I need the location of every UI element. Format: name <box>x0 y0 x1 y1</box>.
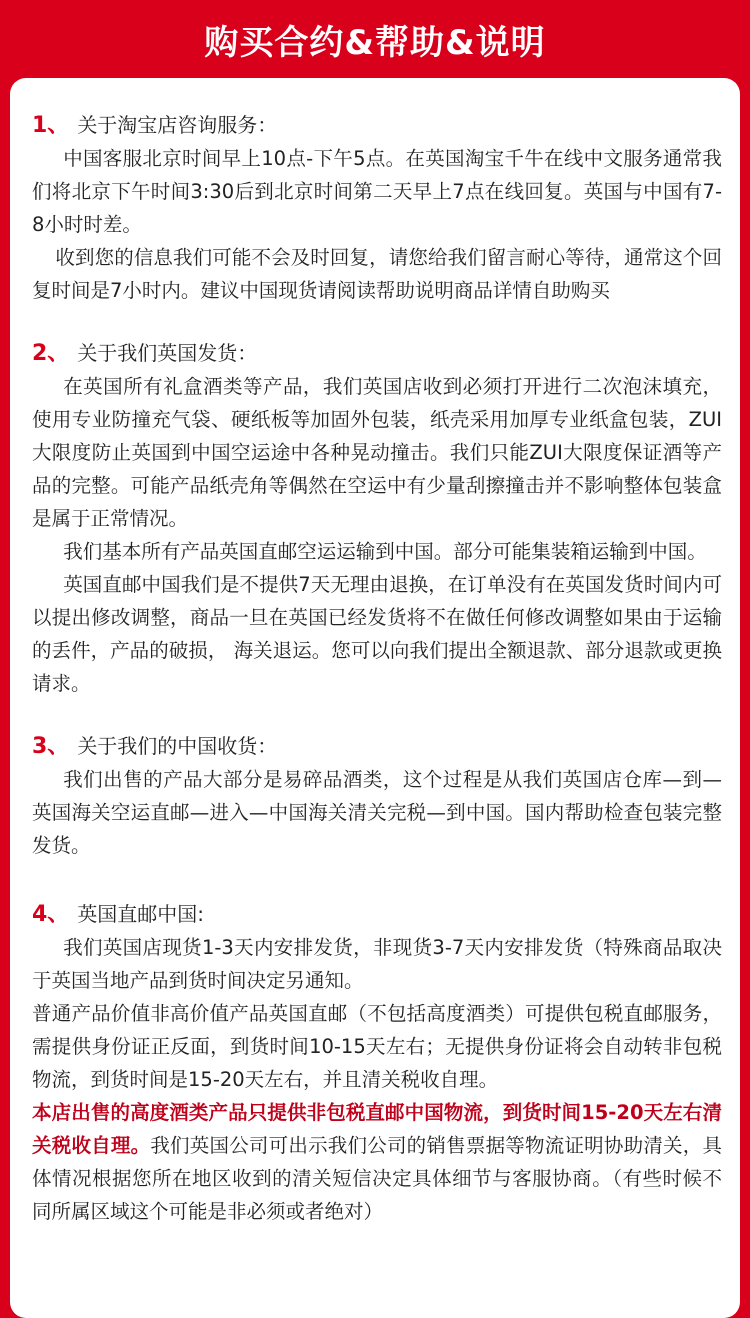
section-heading <box>32 337 722 370</box>
paragraph: 收到您的信息我们可能不会及时回复，请您给我们留言耐心等待，通常这个回复时间是7小时内。建议中国现货请阅读帮助说明商品详情自助购买 <box>32 246 722 302</box>
page-title: 购买合约&帮助&说明 <box>204 22 546 63</box>
paragraph: 英国直邮中国我们是不提供7天无理由退换，在订单没有在英国发货时间内可以提出修改调整，商品一旦在英国已经发货将不在做任何修改调整如果由于运输的丢件，产品的破损， 海关退运。您可以向我们提出全额退款、部分退款或更换请求。 <box>32 573 722 695</box>
section-direct-mail <box>32 898 722 1228</box>
section-title: 关于淘宝店咨询服务： <box>77 113 278 137</box>
page-header <box>0 0 750 78</box>
paragraph: 中国客服北京时间早上10点-下午5点。在英国淘宝千牛在线中文服务通常我们将北京下午时间3:30后到北京时间第二天早上7点在线回复。英国与中国有7-8小时时差。 <box>32 147 722 236</box>
paragraph <box>32 1096 722 1228</box>
content-body <box>32 109 722 1258</box>
section-heading <box>32 109 722 142</box>
section-heading <box>32 730 722 763</box>
paragraph-continuation: 我们英国公司可出示我们公司的销售票据等物流证明协助清关，具体情况根据您所在地区收到的清关短信决定具体细节与客服协商。（有些时候不同所属区域这个可能是非必须或者绝对） <box>32 1134 722 1223</box>
section-receiving-china <box>32 730 722 862</box>
section-consulting <box>32 109 722 307</box>
paragraph: 普通产品价值非高价值产品英国直邮（不包括高度酒类）可提供包税直邮服务，需提供身份证正反面，到货时间10-15天左右；无提供身份证将会自动转非包税物流，到货时间是15-20天左右，并且清关税收自理。 <box>32 1002 722 1091</box>
section-title: 关于我们的中国收货： <box>77 734 278 758</box>
section-heading <box>32 898 722 931</box>
paragraph: 我们出售的产品大部分是易碎品酒类，这个过程是从我们英国店仓库—到—英国海关空运直邮—进入—中国海关清关完税—到中国。国内帮助检查包装完整发货。 <box>32 768 722 857</box>
section-number: 2、 <box>32 341 70 366</box>
paragraph: 我们基本所有产品英国直邮空运运输到中国。部分可能集装箱运输到中国。 <box>63 540 707 563</box>
paragraph: 我们英国店现货1-3天内安排发货，非现货3-7天内安排发货（特殊商品取决于英国当地产品到货时间决定另通知。 <box>32 936 722 992</box>
paragraph: 在英国所有礼盒酒类等产品，我们英国店收到必须打开进行二次泡沫填充，使用专业防撞充气袋、硬纸板等加固外包装，纸壳采用加厚专业纸盒包装，ZUI大限度防止英国到中国空运途中各种晃动撞击。我们只能ZUI大限度保证酒等产品的完整。可能产品纸壳角等偶然在空运中有少量刮擦撞击并不影响整体包装盒是属于正常情况。 <box>32 375 722 530</box>
section-shipping-uk <box>32 337 722 700</box>
highlight-notice: 本店出售的高度酒类产品只提供非包税直邮中国物流，到货时间15-20天左右清关税收自理。 <box>32 1101 722 1157</box>
section-title: 英国直邮中国: <box>77 902 205 926</box>
section-number: 4、 <box>32 902 70 927</box>
section-title: 关于我们英国发货： <box>77 341 258 365</box>
section-number: 1、 <box>32 113 70 138</box>
section-number: 3、 <box>32 734 70 759</box>
